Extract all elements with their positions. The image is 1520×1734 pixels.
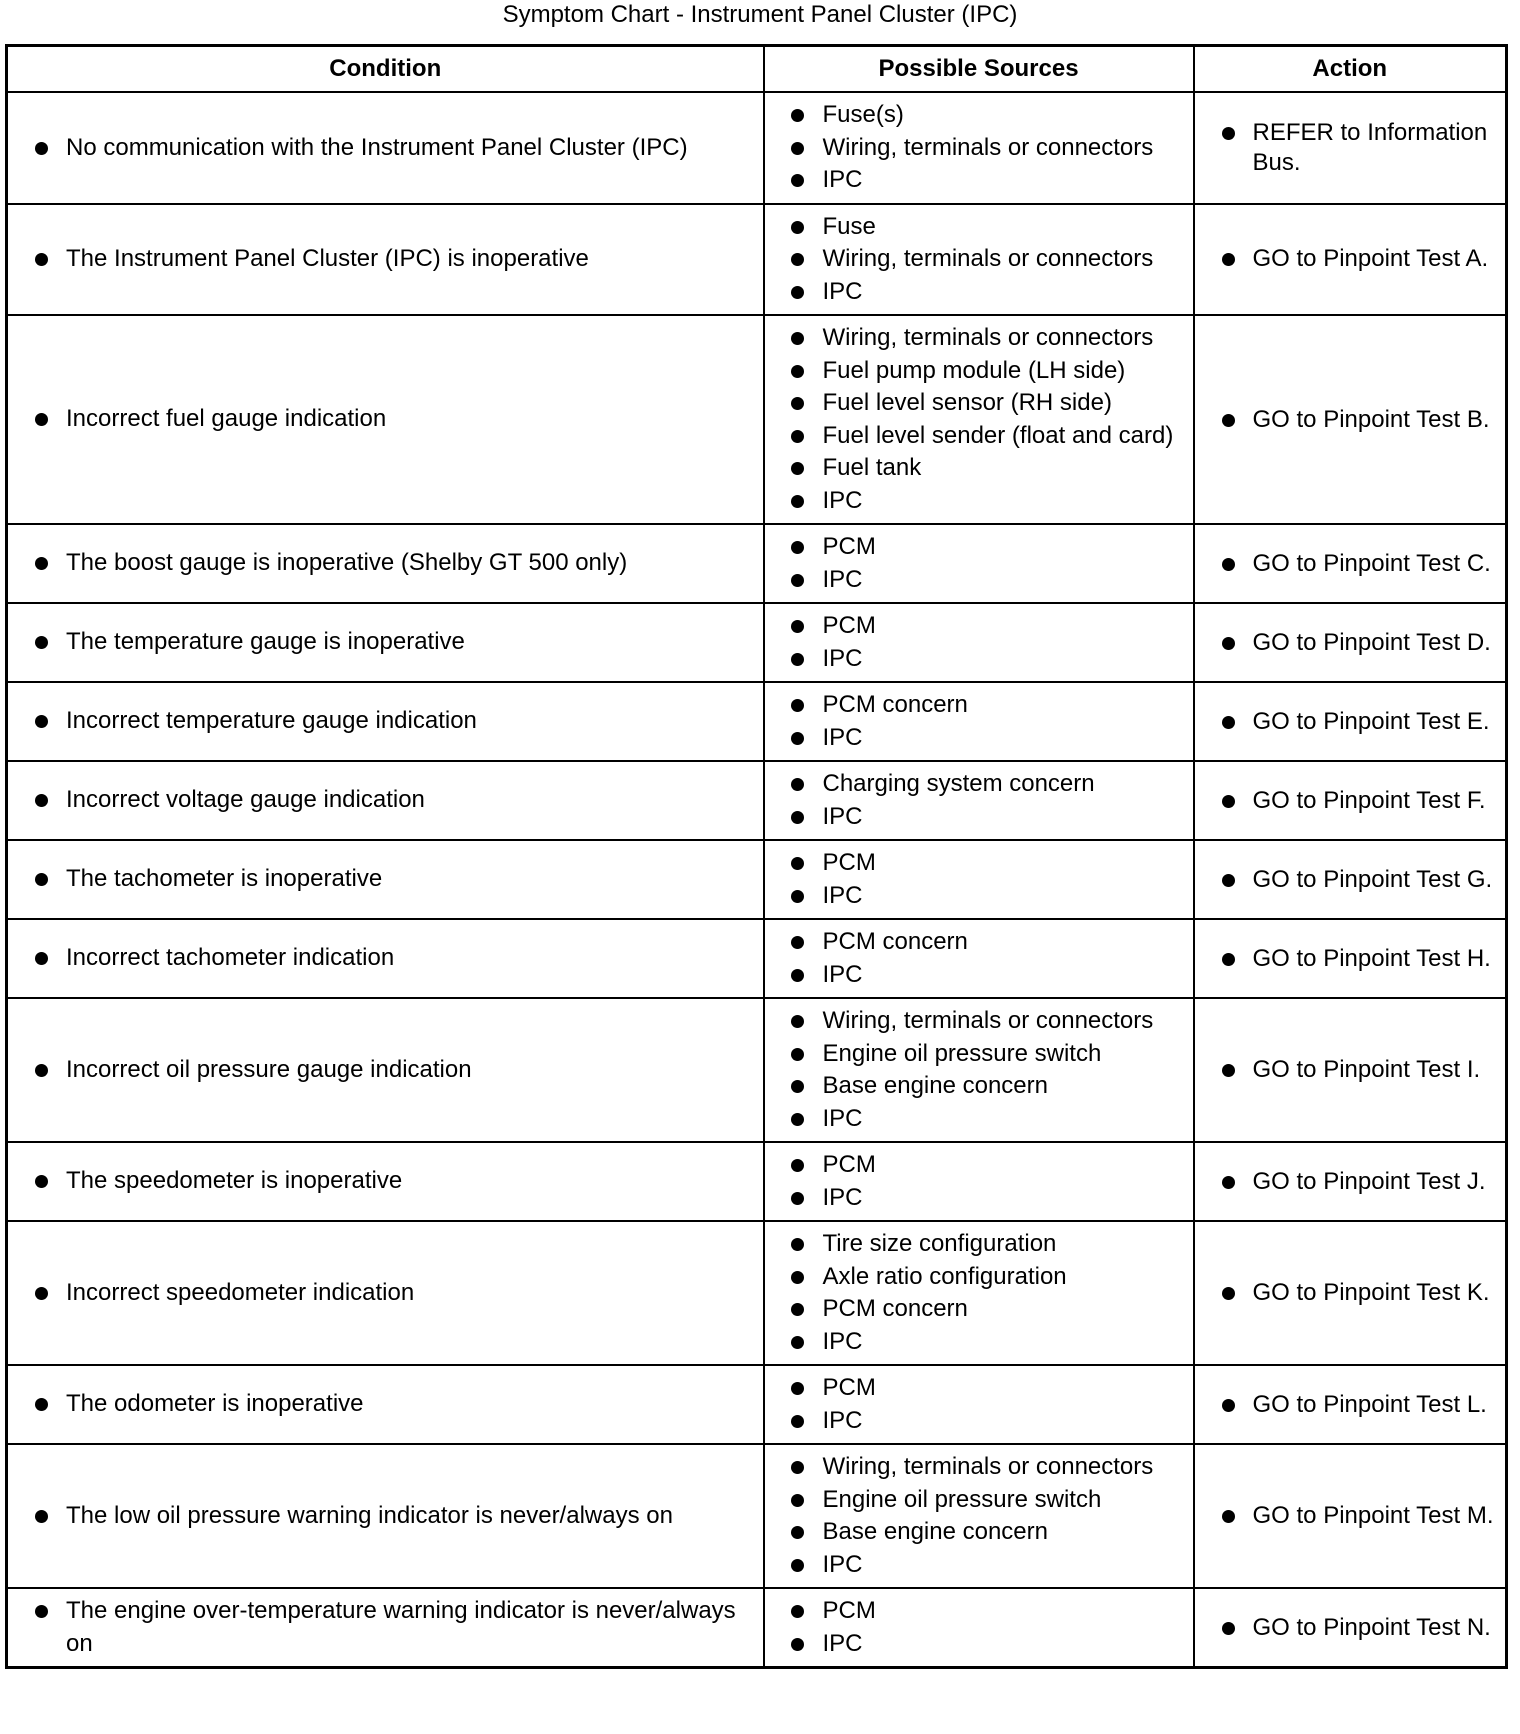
condition-item: The boost gauge is inoperative (Shelby GT 500 only) (8, 547, 763, 580)
condition-cell (7, 1588, 764, 1668)
condition-item: Incorrect speedometer indication (8, 1277, 763, 1310)
table-row (7, 1365, 1507, 1444)
action-list (1195, 938, 1506, 980)
sources-list (765, 316, 1193, 523)
possible-sources-cell (764, 998, 1194, 1142)
condition-list (8, 699, 763, 744)
condition-item: Incorrect tachometer indication (8, 942, 763, 975)
source-item: IPC (765, 564, 1193, 597)
table-row (7, 315, 1507, 524)
action-cell (1194, 682, 1507, 761)
action-list (1195, 1272, 1506, 1314)
source-item: Fuse(s) (765, 99, 1193, 132)
source-item: IPC (765, 722, 1193, 755)
condition-cell (7, 92, 764, 204)
source-item: Charging system concern (765, 768, 1193, 801)
condition-list (8, 1382, 763, 1427)
action-cell (1194, 919, 1507, 998)
condition-list (8, 936, 763, 981)
action-list (1195, 1607, 1506, 1649)
action-item: GO to Pinpoint Test L. (1195, 1390, 1506, 1420)
condition-cell (7, 1365, 764, 1444)
possible-sources-cell (764, 761, 1194, 840)
condition-list (8, 397, 763, 442)
condition-list (8, 857, 763, 902)
source-item: Engine oil pressure switch (765, 1484, 1193, 1517)
condition-header: Condition (7, 46, 764, 93)
condition-list (8, 778, 763, 823)
action-list (1195, 543, 1506, 585)
sources-list (765, 1143, 1193, 1220)
source-item: IPC (765, 1326, 1193, 1359)
action-item: GO to Pinpoint Test N. (1195, 1613, 1506, 1643)
condition-cell (7, 1142, 764, 1221)
action-item: GO to Pinpoint Test D. (1195, 628, 1506, 658)
action-item: GO to Pinpoint Test A. (1195, 244, 1506, 274)
condition-cell (7, 603, 764, 682)
source-item: IPC (765, 276, 1193, 309)
symptom-chart-table (5, 44, 1508, 1669)
action-header: Action (1194, 46, 1507, 93)
condition-item: The tachometer is inoperative (8, 863, 763, 896)
action-item: GO to Pinpoint Test J. (1195, 1167, 1506, 1197)
action-list (1195, 701, 1506, 743)
source-item: IPC (765, 880, 1193, 913)
condition-cell (7, 682, 764, 761)
sources-list (765, 762, 1193, 839)
sources-list (765, 1222, 1193, 1364)
possible-sources-cell (764, 524, 1194, 603)
sources-list (765, 1589, 1193, 1666)
action-list (1195, 859, 1506, 901)
sources-list (765, 1366, 1193, 1443)
header-row (7, 46, 1507, 93)
condition-list (8, 1589, 763, 1666)
source-item: PCM (765, 1595, 1193, 1628)
source-item: IPC (765, 164, 1193, 197)
condition-item: Incorrect oil pressure gauge indication (8, 1054, 763, 1087)
table-row (7, 919, 1507, 998)
condition-item: Incorrect temperature gauge indication (8, 705, 763, 738)
source-item: Wiring, terminals or connectors (765, 1451, 1193, 1484)
possible-sources-cell (764, 1444, 1194, 1588)
table-row (7, 840, 1507, 919)
possible-sources-cell (764, 840, 1194, 919)
source-item: IPC (765, 1103, 1193, 1136)
condition-item: The Instrument Panel Cluster (IPC) is inoperative (8, 243, 763, 276)
condition-list (8, 1271, 763, 1316)
condition-list (8, 541, 763, 586)
sources-list (765, 525, 1193, 602)
table-row (7, 998, 1507, 1142)
sources-list (765, 920, 1193, 997)
action-cell (1194, 315, 1507, 524)
source-item: Tire size configuration (765, 1228, 1193, 1261)
source-item: PCM concern (765, 926, 1193, 959)
source-item: Fuel level sender (float and card) (765, 420, 1193, 453)
condition-list (8, 237, 763, 282)
action-cell (1194, 524, 1507, 603)
possible-sources-cell (764, 1142, 1194, 1221)
action-list (1195, 780, 1506, 822)
action-item: GO to Pinpoint Test F. (1195, 786, 1506, 816)
action-list (1195, 1161, 1506, 1203)
source-item: PCM (765, 1372, 1193, 1405)
action-cell (1194, 92, 1507, 204)
action-list (1195, 1049, 1506, 1091)
table-row (7, 204, 1507, 316)
action-list (1195, 1495, 1506, 1537)
condition-item: The speedometer is inoperative (8, 1165, 763, 1198)
action-cell (1194, 1221, 1507, 1365)
source-item: Fuel level sensor (RH side) (765, 387, 1193, 420)
possible-sources-cell (764, 919, 1194, 998)
condition-item: No communication with the Instrument Panel Cluster (IPC) (8, 132, 763, 165)
condition-item: Incorrect fuel gauge indication (8, 403, 763, 436)
condition-item: The temperature gauge is inoperative (8, 626, 763, 659)
source-item: Wiring, terminals or connectors (765, 243, 1193, 276)
source-item: PCM (765, 610, 1193, 643)
condition-list (8, 1048, 763, 1093)
source-item: Base engine concern (765, 1516, 1193, 1549)
action-item: GO to Pinpoint Test I. (1195, 1055, 1506, 1085)
action-cell (1194, 1365, 1507, 1444)
possible-sources-cell (764, 682, 1194, 761)
condition-cell (7, 315, 764, 524)
table-row (7, 1588, 1507, 1668)
sources-list (765, 93, 1193, 203)
source-item: IPC (765, 485, 1193, 518)
source-item: Fuel pump module (LH side) (765, 355, 1193, 388)
possible-sources-cell (764, 1588, 1194, 1668)
action-cell (1194, 1444, 1507, 1588)
source-item: Engine oil pressure switch (765, 1038, 1193, 1071)
action-cell (1194, 1588, 1507, 1668)
action-item: GO to Pinpoint Test B. (1195, 405, 1506, 435)
possible-sources-header: Possible Sources (764, 46, 1194, 93)
table-row (7, 524, 1507, 603)
table-row (7, 603, 1507, 682)
source-item: IPC (765, 1549, 1193, 1582)
action-list (1195, 1384, 1506, 1426)
source-item: Wiring, terminals or connectors (765, 322, 1193, 355)
condition-list (8, 620, 763, 665)
source-item: Wiring, terminals or connectors (765, 132, 1193, 165)
condition-list (8, 126, 763, 171)
condition-cell (7, 1444, 764, 1588)
source-item: Fuse (765, 211, 1193, 244)
source-item: IPC (765, 643, 1193, 676)
action-item: GO to Pinpoint Test M. (1195, 1501, 1506, 1531)
condition-item: The engine over-temperature warning indicator is never/always on (8, 1595, 763, 1660)
page-title: Symptom Chart - Instrument Panel Cluster (IPC) (502, 1, 1018, 28)
condition-list (8, 1494, 763, 1539)
condition-cell (7, 919, 764, 998)
action-cell (1194, 840, 1507, 919)
source-item: IPC (765, 959, 1193, 992)
sources-list (765, 205, 1193, 315)
possible-sources-cell (764, 1221, 1194, 1365)
action-cell (1194, 1142, 1507, 1221)
source-item: Wiring, terminals or connectors (765, 1005, 1193, 1038)
condition-cell (7, 761, 764, 840)
sources-list (765, 999, 1193, 1141)
source-item: PCM concern (765, 689, 1193, 722)
sources-list (765, 1445, 1193, 1587)
action-item: GO to Pinpoint Test E. (1195, 707, 1506, 737)
condition-item: Incorrect voltage gauge indication (8, 784, 763, 817)
table-body (7, 92, 1507, 1668)
possible-sources-cell (764, 603, 1194, 682)
action-list (1195, 238, 1506, 280)
condition-cell (7, 998, 764, 1142)
condition-cell (7, 524, 764, 603)
possible-sources-cell (764, 315, 1194, 524)
sources-list (765, 683, 1193, 760)
action-item: GO to Pinpoint Test G. (1195, 865, 1506, 895)
sources-list (765, 604, 1193, 681)
action-list (1195, 112, 1506, 184)
source-item: PCM (765, 531, 1193, 564)
source-item: Axle ratio configuration (765, 1261, 1193, 1294)
table-row (7, 92, 1507, 204)
action-cell (1194, 998, 1507, 1142)
action-item: GO to Pinpoint Test C. (1195, 549, 1506, 579)
action-item: GO to Pinpoint Test H. (1195, 944, 1506, 974)
condition-item: The low oil pressure warning indicator is never/always on (8, 1500, 763, 1533)
action-cell (1194, 761, 1507, 840)
source-item: PCM (765, 847, 1193, 880)
source-item: Base engine concern (765, 1070, 1193, 1103)
possible-sources-cell (764, 92, 1194, 204)
table-row (7, 1221, 1507, 1365)
source-item: IPC (765, 801, 1193, 834)
condition-list (8, 1159, 763, 1204)
source-item: IPC (765, 1182, 1193, 1215)
action-item: GO to Pinpoint Test K. (1195, 1278, 1506, 1308)
possible-sources-cell (764, 1365, 1194, 1444)
action-list (1195, 622, 1506, 664)
source-item: PCM (765, 1149, 1193, 1182)
table-row (7, 1444, 1507, 1588)
source-item: IPC (765, 1405, 1193, 1438)
condition-cell (7, 204, 764, 316)
action-list (1195, 399, 1506, 441)
condition-item: The odometer is inoperative (8, 1388, 763, 1421)
condition-cell (7, 1221, 764, 1365)
sources-list (765, 841, 1193, 918)
action-cell (1194, 204, 1507, 316)
table-row (7, 682, 1507, 761)
condition-cell (7, 840, 764, 919)
source-item: Fuel tank (765, 452, 1193, 485)
possible-sources-cell (764, 204, 1194, 316)
table-row (7, 1142, 1507, 1221)
action-cell (1194, 603, 1507, 682)
source-item: PCM concern (765, 1293, 1193, 1326)
action-item: REFER to Information Bus. (1195, 118, 1506, 178)
table-row (7, 761, 1507, 840)
source-item: IPC (765, 1628, 1193, 1661)
